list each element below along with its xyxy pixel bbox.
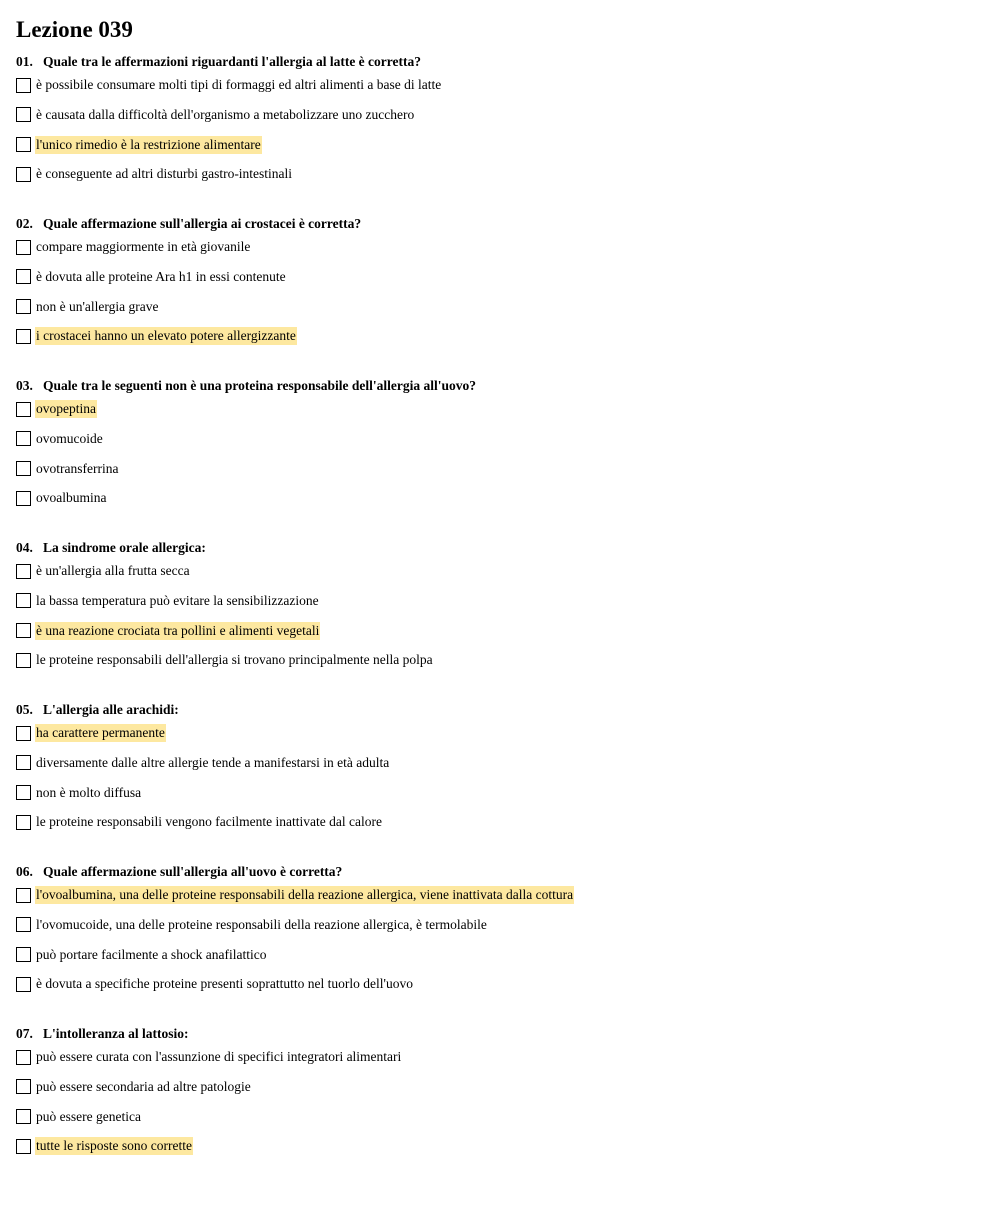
answer-text: ovomucoide: [36, 430, 103, 446]
answer-text: la bassa temperatura può evitare la sensibilizzazione: [36, 592, 319, 608]
answer-option[interactable]: [16, 813, 383, 831]
answer-option[interactable]: [16, 489, 108, 507]
answer-text: non è molto diffusa: [36, 784, 142, 800]
question-number: 04.: [16, 540, 33, 555]
answer-option[interactable]: [16, 651, 434, 669]
question-number: 02.: [16, 216, 33, 231]
answer-checkbox[interactable]: [16, 1109, 31, 1124]
answer-checkbox[interactable]: [16, 167, 31, 182]
question-header: [16, 540, 206, 556]
answer-option[interactable]: [16, 754, 390, 772]
answer-checkbox[interactable]: [16, 888, 31, 903]
answer-checkbox[interactable]: [16, 977, 31, 992]
answer-checkbox[interactable]: [16, 755, 31, 770]
question-text: Quale tra le seguenti non è una proteina responsabile dell'allergia all'uovo?: [43, 378, 477, 393]
question-block: [16, 540, 433, 668]
answer-checkbox[interactable]: [16, 431, 31, 446]
quiz-page: [16, 16, 984, 1154]
question-text: L'allergia alle arachidi:: [43, 702, 179, 717]
question-text: Quale affermazione sull'allergia all'uovo è corretta?: [43, 864, 343, 879]
question-header: [16, 864, 342, 880]
answer-checkbox[interactable]: [16, 564, 31, 579]
answer-checkbox[interactable]: [16, 947, 31, 962]
answer-checkbox[interactable]: [16, 593, 31, 608]
answer-checkbox[interactable]: [16, 402, 31, 417]
question-text: Quale tra le affermazioni riguardanti l'allergia al latte è corretta?: [43, 54, 422, 69]
answer-text: compare maggiormente in età giovanile: [36, 239, 251, 254]
answer-option[interactable]: [16, 946, 268, 964]
question-block: [16, 702, 390, 830]
answer-checkbox[interactable]: [16, 726, 31, 741]
answer-option[interactable]: [16, 327, 297, 345]
answer-option[interactable]: [16, 460, 119, 478]
answer-checkbox[interactable]: [16, 917, 31, 932]
answer-option[interactable]: [16, 724, 166, 742]
answer-option[interactable]: [16, 298, 160, 316]
question-number: 01.: [16, 54, 33, 69]
answer-option[interactable]: [16, 1137, 193, 1155]
answer-option[interactable]: [16, 106, 415, 124]
answer-text: è possibile consumare molti tipi di formaggi ed altri alimenti a base di latte: [36, 77, 442, 92]
answer-checkbox[interactable]: [16, 653, 31, 668]
answer-text: ovotransferrina: [36, 460, 119, 476]
answer-checkbox[interactable]: [16, 240, 31, 255]
answer-option[interactable]: [16, 165, 293, 183]
answer-option[interactable]: [16, 784, 142, 802]
answer-checkbox[interactable]: [16, 1139, 31, 1154]
answer-checkbox[interactable]: [16, 815, 31, 830]
answer-text: non è un'allergia grave: [36, 298, 159, 314]
answer-option[interactable]: [16, 238, 251, 256]
answer-text-highlighted: tutte le risposte sono corrette: [36, 1138, 192, 1154]
answer-text: ovoalbumina: [36, 490, 107, 506]
answer-checkbox[interactable]: [16, 299, 31, 314]
answer-option[interactable]: [16, 1048, 402, 1066]
answer-option[interactable]: [16, 886, 574, 904]
question-number: 03.: [16, 378, 33, 393]
question-header: [16, 1026, 189, 1042]
question-header: [16, 378, 476, 394]
answer-checkbox[interactable]: [16, 78, 31, 93]
answer-text-highlighted: l'unico rimedio è la restrizione alimentare: [36, 136, 261, 152]
answer-checkbox[interactable]: [16, 1050, 31, 1065]
answer-text: è conseguente ad altri disturbi gastro-intestinali: [36, 166, 293, 182]
answer-text-highlighted: è una reazione crociata tra pollini e alimenti vegetali: [36, 622, 320, 638]
answer-text: è dovuta a specifiche proteine presenti soprattutto nel tuorlo dell'uovo: [36, 976, 413, 992]
answer-option[interactable]: [16, 268, 287, 286]
question-number: 06.: [16, 864, 33, 879]
question-header: [16, 702, 179, 718]
question-text: L'intolleranza al lattosio:: [43, 1026, 189, 1041]
answer-text: l'ovomucoide, una delle proteine responsabili della reazione allergica, è termolabile: [36, 916, 487, 932]
page-title: Lezione 039: [16, 17, 133, 42]
question-text: Quale affermazione sull'allergia ai crostacei è corretta?: [43, 216, 362, 231]
answer-option[interactable]: [16, 1108, 142, 1126]
answer-text: le proteine responsabili dell'allergia si trovano principalmente nella polpa: [36, 652, 433, 668]
answer-checkbox[interactable]: [16, 107, 31, 122]
answer-option[interactable]: [16, 1078, 252, 1096]
answer-text: è un'allergia alla frutta secca: [36, 563, 190, 578]
answer-checkbox[interactable]: [16, 461, 31, 476]
question-block: [16, 864, 574, 992]
answer-text: è causata dalla difficoltà dell'organismo a metabolizzare uno zucchero: [36, 106, 415, 122]
answer-text: le proteine responsabili vengono facilmente inattivate dal calore: [36, 814, 382, 830]
answer-option[interactable]: [16, 975, 414, 993]
answer-option[interactable]: [16, 622, 320, 640]
answer-checkbox[interactable]: [16, 1079, 31, 1094]
answer-checkbox[interactable]: [16, 623, 31, 638]
answer-text: può essere genetica: [36, 1108, 141, 1124]
answer-text-highlighted: ovopeptina: [36, 401, 96, 416]
answer-option[interactable]: [16, 400, 97, 418]
answer-text: diversamente dalle altre allergie tende a manifestarsi in età adulta: [36, 754, 390, 770]
answer-option[interactable]: [16, 430, 104, 448]
question-number: 05.: [16, 702, 33, 717]
answer-text: può portare facilmente a shock anafilattico: [36, 946, 267, 962]
answer-option[interactable]: [16, 916, 488, 934]
question-block: [16, 216, 362, 344]
answer-text: è dovuta alle proteine Ara h1 in essi contenute: [36, 268, 286, 284]
answer-option[interactable]: [16, 136, 262, 154]
answer-text-highlighted: l'ovoalbumina, una delle proteine responsabili della reazione allergica, viene inattivata dalla cottura: [36, 887, 574, 902]
question-block: [16, 378, 477, 506]
question-block: [16, 54, 442, 182]
answer-checkbox[interactable]: [16, 329, 31, 344]
answer-option[interactable]: [16, 76, 442, 94]
question-header: [16, 54, 421, 70]
answer-checkbox[interactable]: [16, 137, 31, 152]
question-block: [16, 1026, 402, 1154]
answer-checkbox[interactable]: [16, 491, 31, 506]
answer-option[interactable]: [16, 592, 320, 610]
question-number: 07.: [16, 1026, 33, 1041]
answer-checkbox[interactable]: [16, 269, 31, 284]
answer-text: può essere curata con l'assunzione di specifici integratori alimentari: [36, 1049, 402, 1064]
answer-text: può essere secondaria ad altre patologie: [36, 1078, 251, 1094]
answer-checkbox[interactable]: [16, 785, 31, 800]
question-text: La sindrome orale allergica:: [43, 540, 206, 555]
question-header: [16, 216, 361, 232]
answer-option[interactable]: [16, 562, 191, 580]
answer-text-highlighted: ha carattere permanente: [36, 725, 165, 740]
answer-text-highlighted: i crostacei hanno un elevato potere allergizzante: [36, 328, 296, 344]
